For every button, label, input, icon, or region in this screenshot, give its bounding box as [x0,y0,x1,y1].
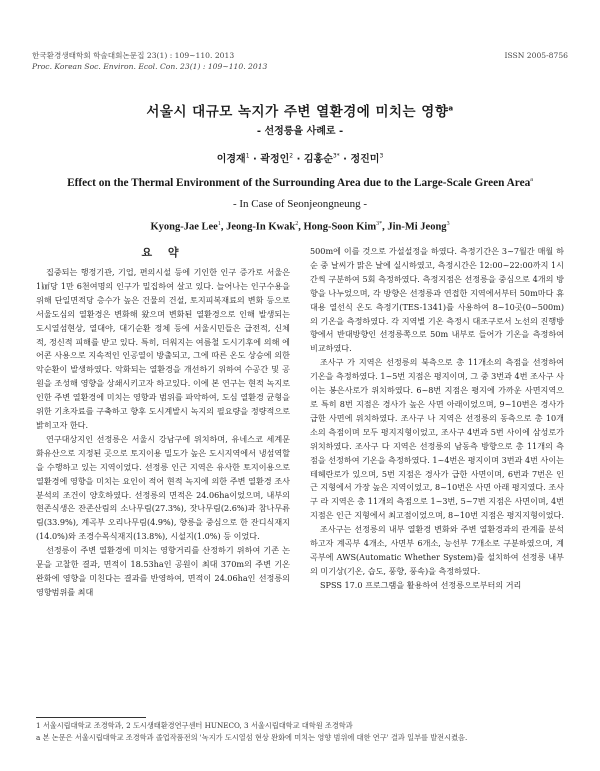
body-paragraph: 조사구는 선정릉의 내부 열환경 변화와 주변 열환경과의 관계를 분석하고자 계곡부 4개소, 사면부 6개소, 능선부 7개소로 구분하였으며, 계곡부에 AWS(Automatic Whether System)를 설치하여 선정릉 내부의 미기상(기온, 습도, 풍향, 풍속)을 측정하였다. [310,524,564,576]
authors-english [0,221,600,233]
footnote-affiliations: 1 서울시립대학교 조경학과, 2 도시생태환경연구센터 HUNECO, 3 서울시립대학교 대학원 조경학과 [36,721,353,730]
author-name: 김홍순 [303,154,333,165]
author-mark: 3 [446,221,450,227]
journal-citation-en: Proc. Korean Soc. Environ. Ecol. Con. 23(1) : 109~110. 2013 [32,62,268,71]
author-mark: 1 [245,152,250,160]
title-english-mark: a [530,177,533,184]
author-mark: 2 [289,152,294,160]
author-mark: 2 [295,221,299,227]
body-column-right [310,245,564,593]
author-mark: 3 [379,152,384,160]
author-name: Hong-Soon Kim [303,221,377,233]
footnote-acknowledgement: a 본 논문은 서울시립대학교 조경학과 졸업작품전의 '녹지가 도시열섬 현상 완화에 미치는 영향 범위에 대한 연구' 결과 일부를 발전시켰음. [36,732,468,742]
running-header [32,50,568,72]
author-name: 이경재 [216,154,246,165]
body-paragraph: 집중되는 행정기관, 기업, 편의시설 등에 기인한 인구 증가로 서울은 1㎢당 1만 6천여명의 인구가 밀집하여 살고 있다. 늘어나는 인구수용을 위해 단일면적당 층수가 높은 건물의 건설, 토지피복재료의 변화 등으로 서울도심의 열환경은 변화해 왔으며 변화된 열환경으로 인해 발생되는 도시열섬현상, 열대야, 대기순환 정체 등에 서울시민들은 급전적, 신체적, 정신적 피해를 받고 있다. 특히, 더워지는 여름철 도시기후에 의해 에어콘 사용으로 지속적인 인공열이 방출되고, 그에 따른 온도 상승에 의한 악순환이 발생하였다. 악화되는 열환경을 개선하기 위하여 수공간 및 공원을 조성해 영향을 상쇄시키고자 하고있다. 이에 본 연구는 현적 녹지로 인한 주변 열환경에 미치는 영향과 범위를 파악하여, 도심 열환경 균형을 위한 기초자료를 구축하고 향후 도시계발시 녹지의 필요량을 정량적으로 밝히고자 한다. [36,267,290,430]
footnotes [36,720,564,743]
authors-korean [0,150,600,165]
body-paragraph-continued: 500m에 이를 것으로 가설설정을 하였다. 측정기간은 3~7월간 매월 하순 중 날씨가 맑은 날에 실시하였고, 측정시간은 12:00~22:00까지 1시간씩 구분하여 5회 측정하였다. 측정지점은 선정릉을 중심으로 4개의 방향을 나누었으며, 각 방향은 선정릉과 연접한 지역에서부터 50m마다 휴대용 열선식 온도 측정기(TES-1341)를 사용하여 8~10곳(0~500m)의 기온을 측정하였다. 각 지역별 기온 측정시 대조구로서 노선의 진행방향에서 반대방향인 선정릉쪽으로 50m 내부로 들어가 기온을 측정하여 비교하였다. [310,246,564,354]
author-separator: · [339,154,351,165]
author-name: Kyong-Jae Lee [150,221,218,233]
title-korean-text: 서울시 대규모 녹지가 주변 열환경에 미치는 영향 [146,104,449,120]
author-mark: 1 [217,221,221,227]
author-name: Jin-Mi Jeong [387,221,447,233]
issn-label: ISSN 2005-8756 [504,51,568,60]
author-separator: · [293,154,304,165]
author-separator: , [220,221,227,233]
author-name: 정진미 [350,154,380,165]
body-paragraph: 선정릉이 주변 열환경에 미치는 영향거리를 산정하기 위하여 기존 논문을 고찰한 결과, 면적이 18.53ha인 공원이 최대 370m의 주변 기온 완화에 영향을 미친다는 결과를 반영하여, 면적이 24.06ha인 선정릉의 영향범위를 최대 [36,545,290,597]
body-paragraph: SPSS 17.0 프로그램을 활용하여 선정릉으로부터의 거리 [320,579,522,590]
author-name: 곽정인 [260,154,290,165]
title-english [0,177,600,189]
author-name: Jeong-In Kwak [226,221,296,233]
footnote-divider [36,717,146,718]
body-paragraph: 조사구 가 지역은 선정릉의 북측으로 총 11개소의 측점을 선정하여 기온을 측정하였다. 1~5번 지점은 평지이며, 그 중 3번과 4번 조사구 사이는 봉은사로가 위치하였다. 6~8번 지점은 평지에 가까운 사면지역으로 특히 8번 지점은 경사가 높은 사면 아래이었으며, 9~10번은 경사가 급한 사면에 위치하였다. 조사구 나 지역은 선정릉의 동측으로 총 10개소의 측점이며 모두 평지지형이었고, 조사구 4번과 5번 사이에 삼성로가 위치하였다. 조사구 다 지역은 선정릉의 남동측 방향으로 총 11개의 측점을 선정하여 기온을 측정하였다. 1~4번은 평지이며 3번과 4번 사이는 테헤란로가 있으며, 5번 지점은 경사가 급한 사면이며, 6번과 7번은 인근 지형에서 가장 높은 지역이었고, 8~10번은 사면 아래 평지였다. 조사구 라 지역은 총 11개의 측점으로 1~3번, 5~7번 지점은 사면이며, 4번 지점은 인근 지형에서 최고점이었으며, 8~10번 지점은 평지지형이었다. [310,357,564,521]
subtitle-korean: - 선정릉을 사례로 - [256,126,344,137]
abstract-heading: 요 약 [141,246,185,259]
author-mark: 3* [376,221,383,227]
author-mark: 3* [332,152,340,160]
title-korean-mark: a [448,104,454,113]
body-paragraph: 연구대상지인 선정릉은 서울시 강남구에 위치하며, 유네스코 세계문화유산으로 지정된 곳으로 토지이용 밀도가 높은 도시지역에서 냉섬역할을 수행하고 있는 지역이었다. 선정릉 인근 지역은 유사한 토지이용으로 열환경에 영향을 미치는 요인이 적어 현적 녹지에 의한 주변 열환경 조사분석의 조건이 양호하였다. 선정릉의 면적은 24.06ha이었으며, 내부의 현존식생은 잔존산림의 소나무림(27.3%), 잣나무림(2.6%)과 참나무류림(33.9%), 계곡부 오리나무림(4.9%), 향릉을 중심으로 한 잔디식재지(14.0%)와 조경수목식재지(13.8%), 시설지(1.0%) 등 이었다. [36,433,290,542]
author-separator: · [249,154,261,165]
journal-citation-ko: 한국환경생태학회 학술대회논문집 23(1) : 109~110. 2013 [32,51,235,60]
subtitle-english: - In Case of Seonjeongneung - [232,198,368,210]
author-separator: , [298,221,304,233]
author-separator: , [382,221,388,233]
body-column-left [36,245,290,600]
title-english-text: Effect on the Thermal Environment of the Surrounding Area due to the Large-Scale Green Area [67,177,531,189]
title-korean [0,100,600,120]
